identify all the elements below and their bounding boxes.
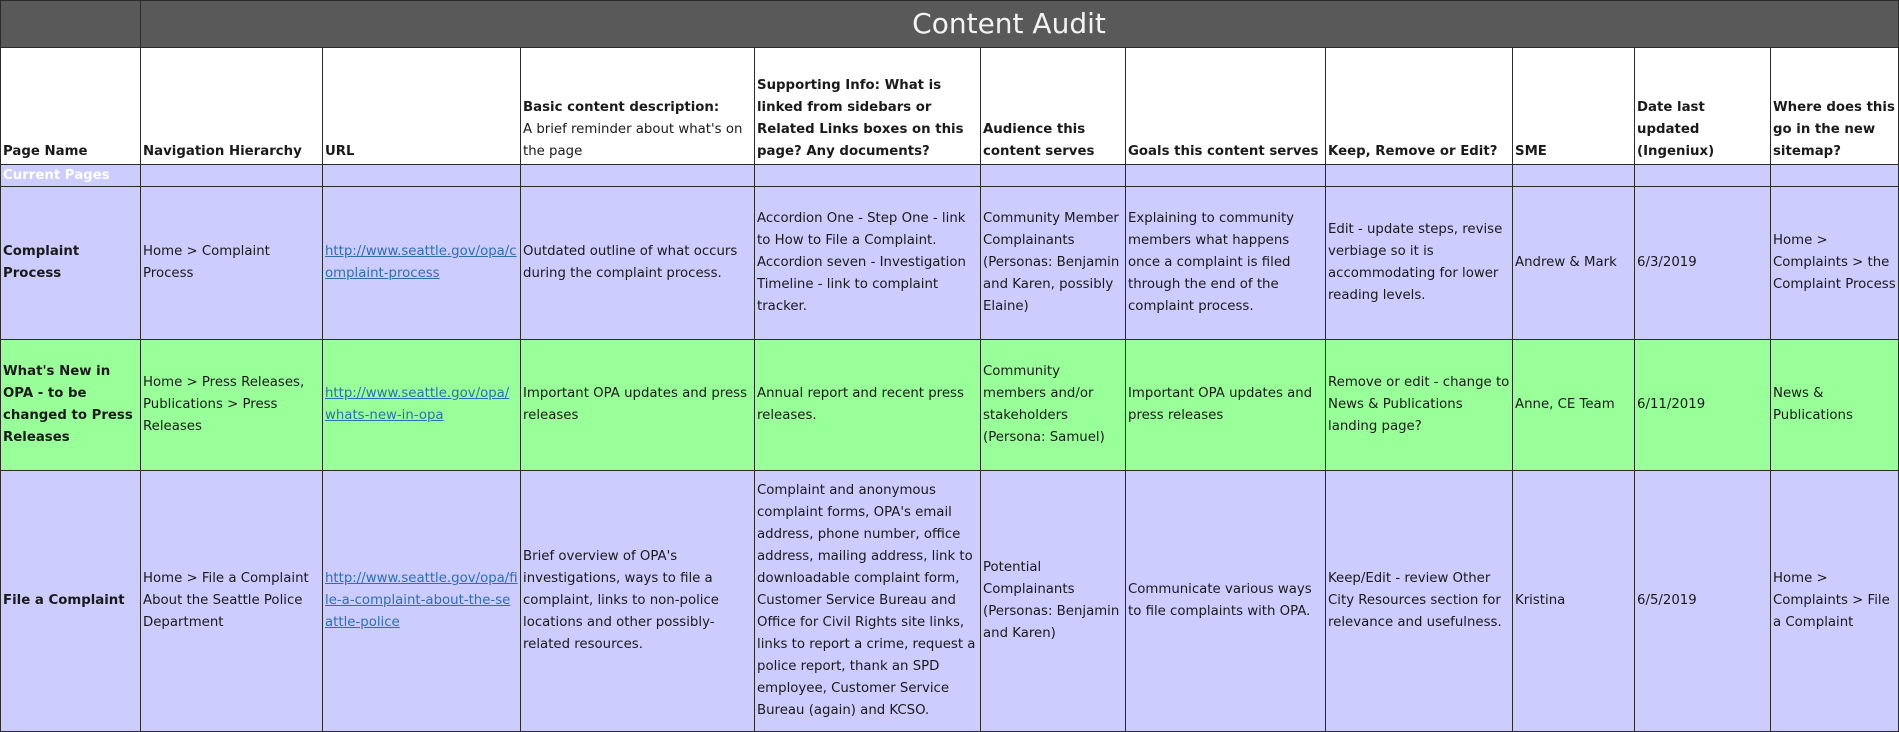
cell-date[interactable]: 6/3/2019 xyxy=(1635,187,1771,340)
cell-nav[interactable]: Home > File a Complaint About the Seattle Police Department xyxy=(141,471,323,732)
table-row xyxy=(1,187,1899,340)
header-description-bold: Basic content description: xyxy=(523,100,720,115)
header-page-name[interactable]: Page Name xyxy=(1,48,141,165)
section-cell[interactable] xyxy=(141,165,323,187)
cell-url[interactable] xyxy=(323,471,521,732)
cell-nav[interactable]: Home > Complaint Process xyxy=(141,187,323,340)
cell-page-name[interactable]: Complaint Process xyxy=(1,187,141,340)
cell-page-name[interactable]: File a Complaint xyxy=(1,471,141,732)
table-row xyxy=(1,471,1899,732)
section-cell[interactable] xyxy=(1126,165,1326,187)
header-supporting-info[interactable]: Supporting Info: What is linked from sidebars or Related Links boxes on this page? Any documents? xyxy=(755,48,981,165)
header-audience[interactable]: Audience this content serves xyxy=(981,48,1126,165)
header-goals[interactable]: Goals this content serves xyxy=(1126,48,1326,165)
table-row xyxy=(1,340,1899,471)
url-link[interactable]: http://www.seattle.gov/opa/file-a-complaint-about-the-seattle-police xyxy=(325,571,518,630)
cell-audience[interactable]: Community Member Complainants (Personas: Benjamin and Karen, possibly Elaine) xyxy=(981,187,1126,340)
cell-description[interactable]: Important OPA updates and press releases xyxy=(521,340,755,471)
cell-goals[interactable]: Important OPA updates and press releases xyxy=(1126,340,1326,471)
cell-audience[interactable]: Potential Complainants (Personas: Benjamin and Karen) xyxy=(981,471,1126,732)
section-cell[interactable] xyxy=(1635,165,1771,187)
cell-url[interactable] xyxy=(323,340,521,471)
cell-keep[interactable]: Keep/Edit - review Other City Resources section for relevance and usefulness. xyxy=(1326,471,1513,732)
header-keep-remove-edit[interactable]: Keep, Remove or Edit? xyxy=(1326,48,1513,165)
cell-supporting[interactable]: Complaint and anonymous complaint forms, OPA's email address, phone number, office address, mailing address, link to downloadable complaint form, Customer Service Bureau and Office for Civil Rights site links, links to report a crime, request a police report, thank an SPD employee, Customer Service Bureau (again) and KCSO. xyxy=(755,471,981,732)
header-nav-hierarchy[interactable]: Navigation Hierarchy xyxy=(141,48,323,165)
section-cell[interactable] xyxy=(323,165,521,187)
section-cell[interactable] xyxy=(1771,165,1899,187)
cell-audience[interactable]: Community members and/or stakeholders (Persona: Samuel) xyxy=(981,340,1126,471)
section-cell[interactable] xyxy=(1326,165,1513,187)
cell-sme[interactable]: Anne, CE Team xyxy=(1513,340,1635,471)
cell-description[interactable]: Brief overview of OPA's investigations, ways to file a complaint, links to non-police locations and other possibly-related resources. xyxy=(521,471,755,732)
section-row xyxy=(1,165,1899,187)
header-row xyxy=(1,48,1899,165)
corner-cell[interactable] xyxy=(1,1,141,48)
section-label-cell[interactable] xyxy=(1,165,141,187)
title-row xyxy=(1,1,1899,48)
cell-sitemap[interactable]: Home > Complaints > the Complaint Process xyxy=(1771,187,1899,340)
cell-supporting[interactable]: Annual report and recent press releases. xyxy=(755,340,981,471)
cell-date[interactable]: 6/11/2019 xyxy=(1635,340,1771,471)
header-url[interactable]: URL xyxy=(323,48,521,165)
cell-goals[interactable]: Communicate various ways to file complaints with OPA. xyxy=(1126,471,1326,732)
cell-keep[interactable]: Remove or edit - change to News & Publications landing page? xyxy=(1326,340,1513,471)
section-cell[interactable] xyxy=(755,165,981,187)
header-description-sub: A brief reminder about what's on the page xyxy=(523,122,743,159)
cell-keep[interactable]: Edit - update steps, revise verbiage so it is accommodating for lower reading levels. xyxy=(1326,187,1513,340)
header-date-updated[interactable]: Date last updated (Ingeniux) xyxy=(1635,48,1771,165)
cell-goals[interactable]: Explaining to community members what happens once a complaint is filed through the end of the complaint process. xyxy=(1126,187,1326,340)
cell-sme[interactable]: Andrew & Mark xyxy=(1513,187,1635,340)
header-sme[interactable]: SME xyxy=(1513,48,1635,165)
cell-url[interactable] xyxy=(323,187,521,340)
cell-description[interactable]: Outdated outline of what occurs during the complaint process. xyxy=(521,187,755,340)
sheet-title[interactable]: Content Audit xyxy=(141,1,1899,48)
cell-sitemap[interactable]: Home > Complaints > File a Complaint xyxy=(1771,471,1899,732)
url-link[interactable]: http://www.seattle.gov/opa/whats-new-in-opa xyxy=(325,386,510,423)
section-cell[interactable] xyxy=(981,165,1126,187)
cell-page-name[interactable]: What's New in OPA - to be changed to Press Releases xyxy=(1,340,141,471)
header-description[interactable] xyxy=(521,48,755,165)
cell-nav[interactable]: Home > Press Releases, Publications > Press Releases xyxy=(141,340,323,471)
section-cell[interactable] xyxy=(521,165,755,187)
header-sitemap[interactable]: Where does this go in the new sitemap? xyxy=(1771,48,1899,165)
cell-sme[interactable]: Kristina xyxy=(1513,471,1635,732)
section-cell[interactable] xyxy=(1513,165,1635,187)
url-link[interactable]: http://www.seattle.gov/opa/complaint-process xyxy=(325,244,517,281)
cell-date[interactable]: 6/5/2019 xyxy=(1635,471,1771,732)
section-label: Current Pages xyxy=(3,167,110,183)
cell-sitemap[interactable]: News & Publications xyxy=(1771,340,1899,471)
cell-supporting[interactable]: Accordion One - Step One - link to How to File a Complaint. Accordion seven - Investigation Timeline - link to complaint tracker. xyxy=(755,187,981,340)
